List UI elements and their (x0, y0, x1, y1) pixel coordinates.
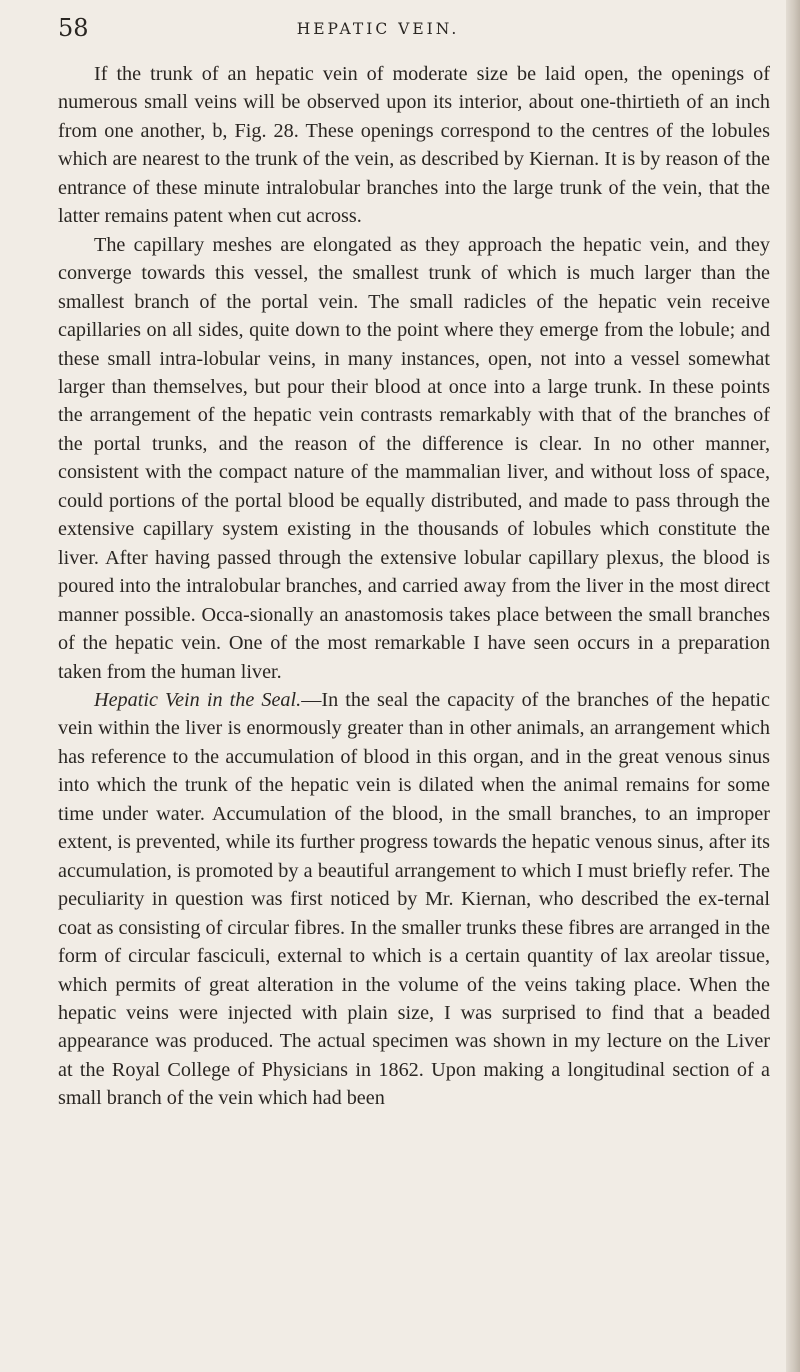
paragraph-trunk-openings (58, 60, 770, 231)
page-number: 58 (58, 14, 89, 42)
paragraph-text: The capillary meshes are elongated as they approach the hepatic vein, and they converge towards this vessel, the smallest trunk of which is much larger than the smallest branch of the portal vein. The small radicles of the hepatic vein receive capillaries on all sides, quite down to the point where they emerge from the lobule; and these small intra-lobular veins, in many instances, open, not into a vessel somewhat larger than themselves, but pour their blood at once into a large trunk. In these points the arrangement of the hepatic vein contrasts remarkably with that of the branches of the portal trunks, and the reason of the difference is clear. In no other manner, consistent with the compact nature of the mammalian liver, and without loss of space, could portions of the portal blood be equally distributed, and made to pass through the extensive capillary system existing in the thousands of lobules which constitute the liver. After having passed through the extensive lobular capillary plexus, the blood is poured into the intralobular branches, and carried away from the liver in the most direct manner possible. Occa-sionally an anastomosis takes place between the small branches of the hepatic vein. One of the most remarkable I have seen occurs in a preparation taken from the human liver. (58, 233, 770, 683)
paragraph-text: If the trunk of an hepatic vein of moderate size be laid open, the openings of numerous small veins will be observed upon its interior, about one-thirtieth of an inch from one another, b, Fig. 28. These openings correspond to the centres of the lobules which are nearest to the trunk of the vein, as described by Kiernan. It is by reason of the entrance of these minute intralobular branches into the large trunk of the vein, that the latter remains patent when cut across. (58, 63, 770, 228)
paragraph-text: —In the seal the capacity of the branches of the hepatic vein within the liver is enormously greater than in other animals, an arrangement which has reference to the accumulation of blood in this organ, and in the great venous sinus into which the trunk of the hepatic vein is dilated when the animal remains for some time under water. Accumulation of the blood, in the small branches, to an improper extent, is prevented, while its further progress towards the hepatic venous sinus, after its accumulation, is promoted by a beautiful arrangement to which I must briefly refer. The peculiarity in question was first noticed by Mr. Kiernan, who described the ex-ternal coat as consisting of circular fibres. In the smaller trunks these fibres are arranged in the form of circular fasciculi, external to which is a certain quantity of lax areolar tissue, which permits of great alteration in the volume of the veins taking place. When the hepatic veins were injected with plain size, I was surprised to find that a beaded appearance was produced. The actual specimen was shown in my lecture on the Liver at the Royal College of Physicians in 1862. Upon making a longitudinal section of a small branch of the vein which had been (58, 688, 771, 1110)
paragraph-seal (58, 686, 770, 1113)
running-head: HEPATIC VEIN. (296, 20, 460, 38)
page-edge (786, 0, 800, 1372)
body-text (58, 60, 770, 1113)
section-heading: Hepatic Vein in the Seal. (94, 688, 302, 711)
paragraph-capillary-meshes (58, 231, 770, 686)
page-header (58, 14, 758, 50)
